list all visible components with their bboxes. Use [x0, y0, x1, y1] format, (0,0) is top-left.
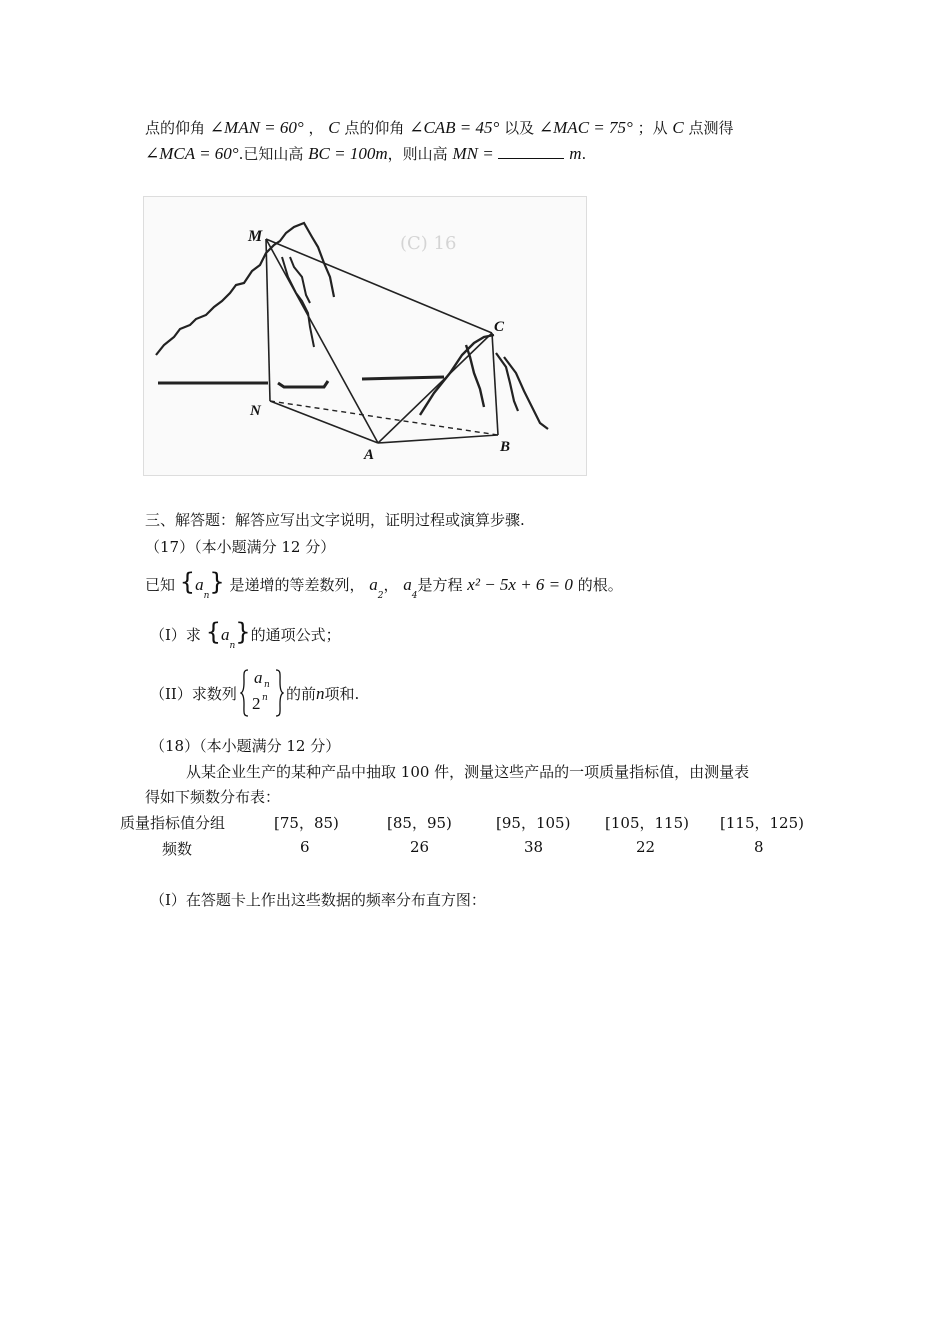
mountain-right-detail-3 — [504, 357, 548, 429]
count-cell: 22 — [636, 838, 656, 856]
angle-mac: ∠MAC = 75° — [538, 118, 633, 137]
equation: x² − 5x + 6 = 0 — [467, 575, 573, 594]
text: ， — [383, 576, 399, 594]
row-header-counts: 频数 — [162, 840, 193, 858]
mountain-left-outline — [156, 223, 334, 355]
ground-line-mid — [278, 381, 328, 387]
count-cell: 6 — [300, 838, 310, 856]
text: 点的仰角 — [344, 119, 405, 137]
group-cell: [85，95) — [387, 814, 452, 832]
segment-ma — [266, 239, 378, 443]
q18-part1: （I）在答题卡上作出这些数据的频率分布直方图： — [150, 891, 486, 909]
angle-cab: ∠CAB = 45° — [409, 118, 500, 137]
angle-man: ∠MAN = 60° — [209, 118, 304, 137]
count-cell: 38 — [524, 838, 544, 856]
q17-part2-tail — [286, 684, 359, 704]
text: 的通项公式； — [250, 626, 341, 644]
q17-title: （17）（本小题满分 12 分） — [145, 538, 336, 556]
text: （II）求数列 — [150, 685, 237, 703]
text: 项和. — [324, 685, 360, 703]
ground-line-right — [362, 377, 444, 379]
label-a: A — [364, 447, 375, 463]
denominator-2: 2 — [252, 694, 261, 713]
text: （I）求 — [150, 626, 201, 644]
subscript: 4 — [411, 591, 418, 601]
mountain-right-detail — [466, 345, 484, 407]
mountain-diagram — [144, 197, 586, 475]
intro-line-1 — [145, 118, 734, 138]
q17-part2 — [150, 684, 237, 704]
angle-mca: ∠MCA = 60° — [145, 144, 239, 163]
mountain-figure — [143, 196, 587, 476]
point-c: C — [672, 118, 684, 137]
seq-a: a — [195, 575, 204, 594]
var-n: n — [316, 684, 325, 703]
mountain-left-detail-2 — [290, 257, 310, 303]
text: 以及 — [504, 119, 535, 137]
group-cell: [75，85) — [274, 814, 339, 832]
height-mn: MN = — [452, 144, 494, 163]
group-cell: [115，125) — [720, 814, 804, 832]
segment-mc — [266, 239, 492, 333]
q17-stem — [145, 568, 623, 601]
text: 点测得 — [688, 119, 734, 137]
q18-paragraph-line-1: 从某企业生产的某种产品中抽取 100 件，测量这些产品的一项质量指标值，由测量表 — [186, 763, 750, 781]
label-m: M — [248, 228, 263, 245]
subscript: n — [229, 641, 236, 651]
height-bc: BC = 100m — [308, 144, 388, 163]
seq-a: a — [221, 625, 230, 644]
label-c: C — [494, 319, 505, 335]
numerator-a: a — [254, 668, 263, 687]
text: 点的仰角 — [145, 119, 206, 137]
group-cell: [105，115) — [605, 814, 689, 832]
segment-na — [270, 401, 378, 443]
subscript: n — [264, 680, 270, 690]
superscript: n — [262, 693, 268, 703]
left-brace: { — [205, 618, 221, 646]
count-cell: 8 — [754, 838, 764, 856]
text: .已知山高 — [238, 145, 304, 163]
segment-mn — [266, 239, 270, 401]
right-brace: } — [235, 618, 251, 646]
segment-ac — [378, 333, 492, 443]
point-c: C — [328, 118, 340, 137]
text: ；从 — [637, 119, 668, 137]
intro-line-2 — [145, 144, 586, 164]
term-a2: a — [369, 575, 378, 594]
background-watermark: (C) 16 — [400, 233, 457, 254]
text: . — [581, 145, 587, 163]
answer-blank — [498, 144, 564, 159]
right-brace: } — [209, 568, 225, 596]
count-cell: 26 — [410, 838, 430, 856]
text: 是方程 — [417, 576, 463, 594]
segment-bc — [492, 333, 498, 435]
q18-title: （18）（本小题满分 12 分） — [150, 737, 341, 755]
text: 是递增的等差数列， — [229, 576, 365, 594]
section-heading: 三、解答题：解答应写出文字说明，证明过程或演算步骤. — [145, 511, 525, 529]
text: ， — [308, 119, 324, 137]
fraction-an-over-2n — [240, 666, 284, 720]
label-b: B — [500, 439, 511, 455]
row-header-groups: 质量指标值分组 — [120, 814, 226, 832]
group-cell: [95，105) — [496, 814, 571, 832]
q18-paragraph-line-2: 得如下频数分布表： — [145, 788, 281, 806]
left-brace: { — [179, 568, 196, 596]
label-n: N — [250, 403, 261, 419]
text: 已知 — [145, 576, 176, 594]
text: ，则山高 — [387, 145, 448, 163]
subscript: n — [203, 591, 210, 601]
q17-part1 — [150, 618, 341, 651]
text: 的前 — [286, 685, 317, 703]
unit-m: m — [569, 144, 582, 163]
text: 的根。 — [577, 576, 623, 594]
subscript: 2 — [377, 591, 384, 601]
segment-nb — [270, 401, 498, 435]
term-a4: a — [403, 575, 412, 594]
segment-ab — [378, 435, 498, 443]
